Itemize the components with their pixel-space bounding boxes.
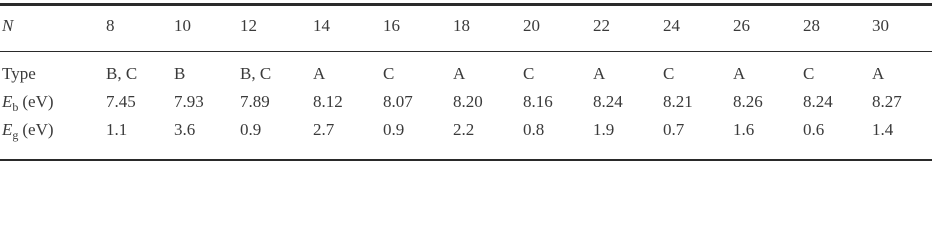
table-cell: 8.21: [663, 92, 693, 111]
table-cell: 2.7: [313, 120, 335, 139]
header-cell: 30: [872, 16, 889, 35]
label-unit: (eV): [22, 120, 54, 139]
row-label-type: Type: [2, 64, 36, 83]
table-cell: 7.93: [174, 92, 204, 111]
table-header-row: [0, 14, 935, 38]
table-cell: B: [174, 64, 186, 83]
table-header-rule: [0, 51, 932, 52]
table-cell: C: [383, 64, 395, 83]
table-cell: B, C: [240, 64, 272, 83]
table-cell: 8.07: [383, 92, 413, 111]
header-cell: 14: [313, 16, 330, 35]
table-cell: B, C: [106, 64, 138, 83]
table-cell: A: [593, 64, 606, 83]
header-cell: 8: [106, 16, 115, 35]
header-cell: 10: [174, 16, 191, 35]
table-cell: 8.24: [803, 92, 833, 111]
header-cell: 12: [240, 16, 257, 35]
label-symbol: E: [2, 92, 13, 111]
table-cell: 2.2: [453, 120, 475, 139]
table-bottom-rule: [0, 159, 932, 161]
row-label-binding-energy: [2, 90, 54, 115]
table-row: [0, 90, 935, 114]
table-top-rule: [0, 3, 932, 6]
table-cell: 0.8: [523, 120, 545, 139]
table-cell: A: [453, 64, 466, 83]
table-cell: A: [313, 64, 326, 83]
header-cell: 24: [663, 16, 680, 35]
table-cell: 8.16: [523, 92, 553, 111]
header-cell: 18: [453, 16, 470, 35]
table-cell: 1.9: [593, 120, 615, 139]
table-cell: A: [872, 64, 885, 83]
table-cell: 8.12: [313, 92, 343, 111]
table-cell: 0.7: [663, 120, 685, 139]
header-label-n: N: [2, 16, 14, 35]
table-row: [0, 62, 935, 86]
table-cell: 0.6: [803, 120, 825, 139]
label-symbol: E: [2, 120, 13, 139]
table-cell: 1.4: [872, 120, 894, 139]
label-subscript: g: [12, 128, 19, 142]
table-cell: 8.27: [872, 92, 902, 111]
header-cell: 16: [383, 16, 400, 35]
table-cell: 7.89: [240, 92, 270, 111]
table-cell: 8.26: [733, 92, 763, 111]
table-cell: 0.9: [240, 120, 262, 139]
table-cell: C: [523, 64, 535, 83]
table-cell: C: [663, 64, 675, 83]
table-cell: C: [803, 64, 815, 83]
header-cell: 28: [803, 16, 820, 35]
table-cell: 0.9: [383, 120, 405, 139]
table-cell: 7.45: [106, 92, 136, 111]
table-cell: 3.6: [174, 120, 196, 139]
table-cell: 8.24: [593, 92, 623, 111]
header-cell: 26: [733, 16, 750, 35]
header-cell: 22: [593, 16, 610, 35]
label-subscript: b: [12, 100, 19, 114]
table-cell: 8.20: [453, 92, 483, 111]
header-cell: 20: [523, 16, 540, 35]
table-row: [0, 118, 935, 142]
table-cell: 1.6: [733, 120, 755, 139]
table-cell: A: [733, 64, 746, 83]
table-cell: 1.1: [106, 120, 128, 139]
row-label-gap-energy: [2, 118, 54, 143]
label-unit: (eV): [22, 92, 54, 111]
